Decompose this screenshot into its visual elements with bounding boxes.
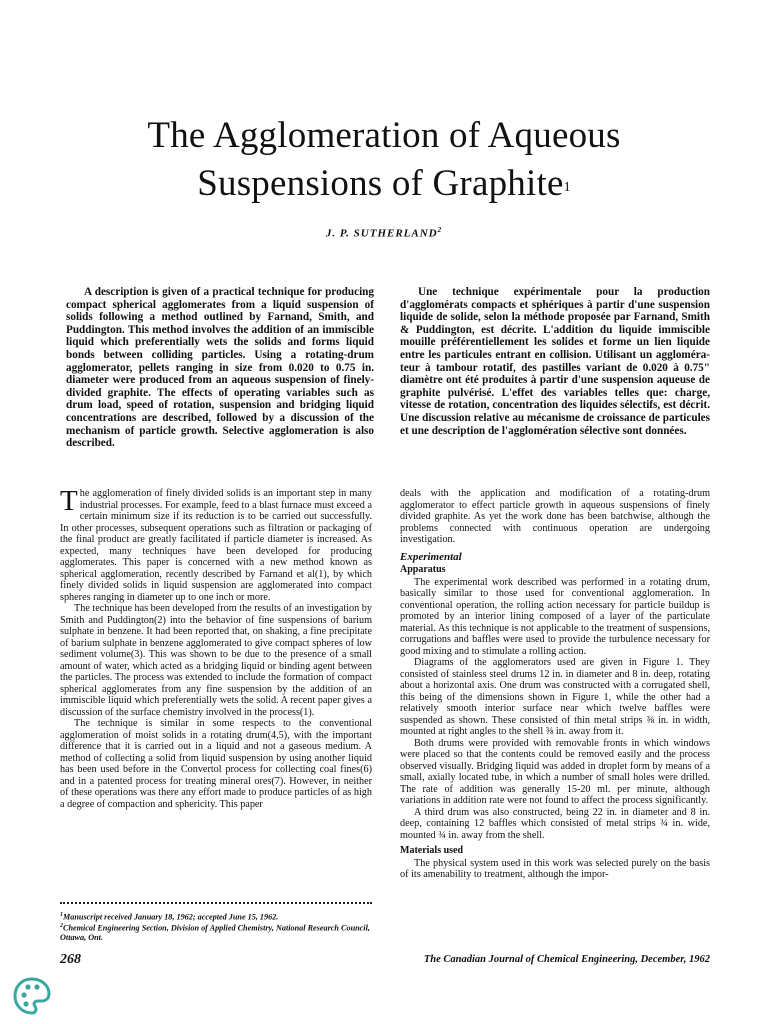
body-paragraph: A third drum was also constructed, being 22 in. in diameter and 8 in. deep, containing 12 baffles which consisted of metal strips ¾ in. wide, mounted ¾ in. away from the shell. [400,806,710,841]
footnote-mark: 1 [60,912,63,918]
body-column-left [60,485,372,810]
drop-cap: T [60,485,78,517]
abstract-english: A description is given of a practical technique for producing compact spherical agglomerates from a liquid suspension of solids following a method outlined by Farnand, Smith, and Puddington. This method involves the addition of an immiscible liquid which preferentially wets the solids and forms liquid bonds between colliding particles. Using a rotating-drum agglomerator, pellets ranging in size from 0.020 to 0.75 in. diameter were produced from an aqueous suspension of finely-divided graphite. The effects of operating variables such as drum load, speed of rotation, suspension and bridging liquid concentrations are described, followed by a discussion of the mechanism of particle growth. Selective agglomeration is also described. [66,286,374,450]
title-footnote-mark: 1 [563,180,571,195]
body-paragraph: The technique has been developed from the results of an investigation by Smith and Puddington(2) into the behavior of fine suspensions of barium sulphate in benzene. It had been reported that, on shaking, a fine precipitate of barium sulphate in benzene agglomerated to give compact spheres of low sediment volume(3). This was shown to be due to the presence of a small amount of water, which acted as a bridging liquid or binding agent between the particles. The process was extended to include the formation of compact spherical agglomerates from any fine suspension by the addition of an immiscible liquid which preferentially wets the solid. A recent paper gives a discussion of the surface chemistry involved in the process(1). [60,603,372,718]
body-paragraph: deals with the application and modification of a rotating-drum agglomerator to effect particle growth in aqueous suspensions of finely divided graphite. As yet the work done has been batchwise, although the problems connected with continuous operation are undergoing investigation. [400,488,710,545]
footnote-text: Chemical Engineering Section, Division of Applied Chemistry, National Research Council, Ottawa, Ont. [60,924,370,942]
abstract-french: Une technique expérimentale pour la production d'agglomérats compacts et sphériques à partir d'une suspension liquide de solide, selon la méthode proposée par Farnand, Smith & Puddington, est décrite. L'addition du liquide immiscible mouille préférentiellement les solides et forme un lien liquide entre les particules entrant en collision. Utilisant un agglomérateur à tambour rotatif, des pastilles variant de 0.020 à 0.75" diamètre ont été produites à partir d'une suspension aqueuse de graphite pulvérisé. L'effet des variables telles que: charge, vitesse de rotation, concentration des liquides sélectifs, est décrit. Une discussion relative au mécanisme de croissance de particules et une description de l'agglomération sélective sont données. [400,286,710,437]
footnote-rule [60,902,372,904]
palette-icon-svg [12,976,52,1016]
author-footnote-mark: 2 [437,226,443,234]
footnote-2 [60,922,372,942]
subsection-heading-materials: Materials used [400,845,464,856]
palette-icon[interactable] [12,976,52,1016]
paragraph-text: he agglomeration of finely divided solids is an important step in many industrial processes. For example, feed to a blast furnace must exceed a certain minimum size if its reduction is to be carried out successfully. In other processes, subsequent operations such as filtration or packaging of the final product are greatly facilitated if particle diameter is increased. As expected, many techniques have been developed for producing agglomerates. This paper is concerned with a new method known as spherical agglomeration, recently described by Farnand et al(1), by which finely divided solids in liquid suspension are agglomerated into compact spheres ranging in diameter up to one inch or more. [60,488,372,603]
footnote-1 [60,911,372,922]
title-line-2: Suspensions of Graphite [197,163,564,204]
body-paragraph: The technique is similar in some respects to the conventional agglomeration of moist solids in a rotating drum(4,5), with the important difference that it is carried out in a liquid and not a gaseous medium. A method of collecting a solid from liquid suspension by using another liquid has been used before in the Convertol process for collecting coal fines(6) and in a patented process for treating mineral ores(7). However, in neither of these operations was there any effort made to produce particles of as high a degree of compaction and sphericity. This paper [60,718,372,810]
body-column-right [400,488,710,881]
title-line-1: The Agglomeration of Aqueous [147,115,621,156]
body-paragraph [60,485,372,603]
footnote-mark: 2 [60,923,63,930]
author-name: J. P. SUTHERLAND [325,227,438,240]
footnotes [60,911,372,942]
author-line [0,226,768,240]
page-number: 268 [60,952,81,967]
journal-footer: The Canadian Journal of Chemical Engineering, December, 1962 [423,954,710,965]
body-paragraph: Diagrams of the agglomerators used are given in Figure 1. They consisted of stainless steel drums 12 in. in diameter and 8 in. deep, rotating about a horizontal axis. One drum was constructed with a corrugated shell, this being of the dimensions shown in Figure 1, while the other had a relatively smooth interior surface near which twelve baffles were suspended as shown. These consisted of thin metal strips ⅜ in. in width, mounted at right angles to the shell ⅜ in. away from it. [400,657,710,737]
body-paragraph: The experimental work described was performed in a rotating drum, basically similar to those used for conventional agglomeration. In conventional operation, the rolling action necessary for particle buildup is promoted by an interior lining composed of a layer of the particulate material. As this technique is not applicable to the treatment of suspensions, corrugations and baffles were used to provide the turbulence necessary for good mixing and to stimulate a rolling action. [400,576,710,657]
body-paragraph: The physical system used in this work was selected purely on the basis of its amenability to treatment, although the impor- [400,857,710,880]
body-paragraph: Both drums were provided with removable fronts in which windows were placed so that the contents could be removed easily and the process observed visually. Bridging liquid was added in droplet form by means of a small, axially located tube, in which a number of small holes were drilled. The rate of addition was generally 15-20 ml. per minute, although variations in addition rate were not found to affect the process significantly. [400,737,710,806]
footnote-text: Manuscript received January 18, 1962; accepted June 15, 1962. [63,912,279,922]
subsection-heading-apparatus: Apparatus [400,564,446,575]
article-title [60,112,708,208]
section-heading-experimental: Experimental [400,550,462,563]
